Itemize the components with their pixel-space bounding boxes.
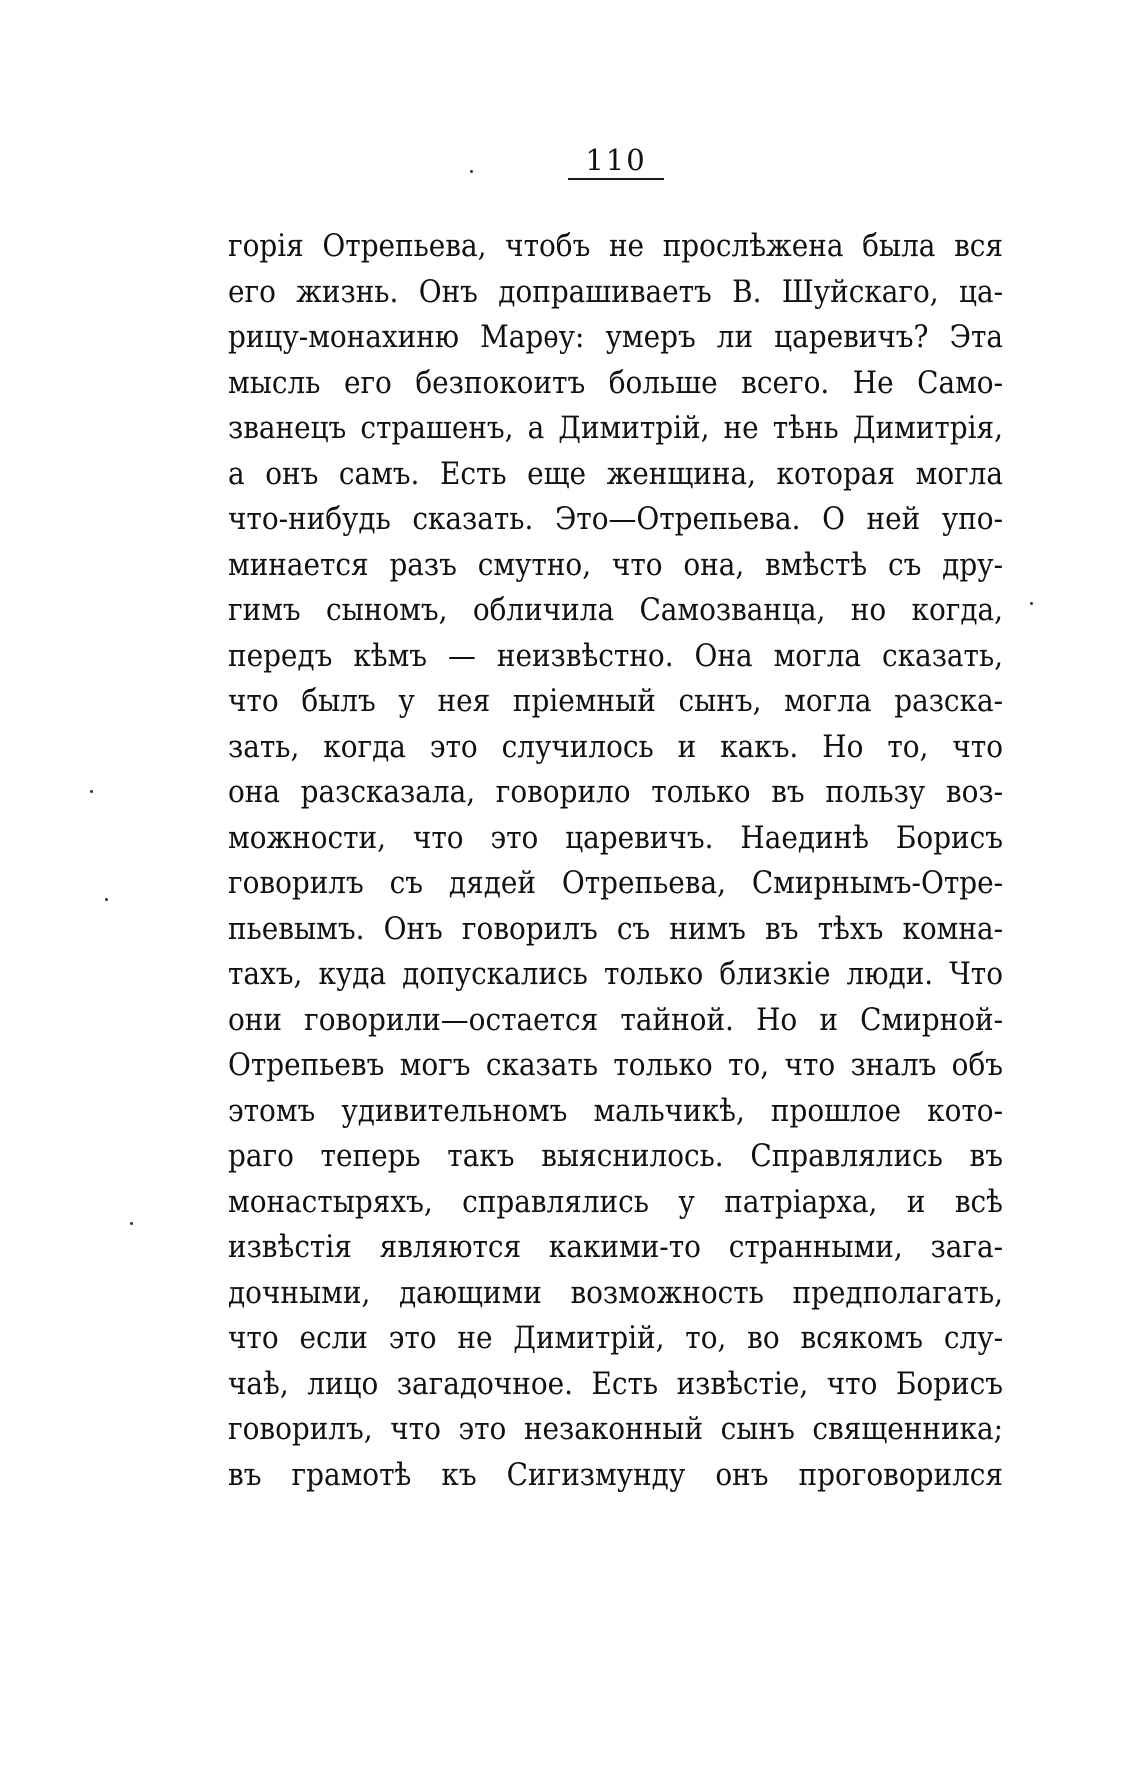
scan-speck — [105, 898, 108, 901]
text-line: они говорили—остается тайной. Но и Смирной- — [228, 1001, 1003, 1038]
text-line: Отрепьевъ могъ сказать только то, что зналъ объ — [228, 1047, 1003, 1083]
text-line: что если это не Димитрій, то, во всякомъ слу- — [228, 1320, 1003, 1356]
scan-speck — [90, 790, 93, 793]
text-line: пьевымъ. Онъ говорилъ съ нимъ въ тѣхъ комна- — [228, 910, 1003, 947]
text-line: зать, когда это случилось и какъ. Но то, что — [228, 728, 1003, 765]
text-line: минается разъ смутно, что она, вмѣстѣ съ дру- — [228, 546, 1003, 583]
text-line: говорилъ, что это незаконный сынъ священника; — [228, 1411, 1003, 1447]
page-number: 110 — [585, 143, 647, 177]
text-line: извѣстія являются какими-то странными, зага- — [228, 1229, 1003, 1265]
text-line: въ грамотѣ къ Сигизмунду онъ проговорился — [228, 1456, 1003, 1493]
scan-speck — [1030, 602, 1033, 605]
text-line: его жизнь. Онъ допрашиваетъ В. Шуйскаго, ца- — [228, 273, 1003, 310]
scan-speck — [470, 170, 473, 173]
text-line: что былъ у нея пріемный сынъ, могла разска- — [228, 683, 1003, 719]
text-line: монастыряхъ, справлялись у патріарха, и всѣ — [228, 1183, 1003, 1220]
text-line: что-нибудь сказать. Это—Отрепьева. О ней упо- — [228, 501, 1003, 537]
text-line: можности, что это царевичъ. Наединѣ Борисъ — [228, 819, 1003, 856]
text-line: тахъ, куда допускались только близкіе люди. Что — [228, 956, 1003, 992]
text-line: чаѣ, лицо загадочное. Есть извѣстіе, что Борисъ — [228, 1365, 1003, 1402]
text-line: рицу-монахиню Марѳу: умеръ ли царевичъ? Эта — [228, 319, 1003, 355]
body-text — [228, 224, 1003, 1498]
text-line: этомъ удивительномъ мальчикѣ, прошлое кото- — [228, 1092, 1003, 1129]
text-line: а онъ самъ. Есть еще женщина, которая могла — [228, 455, 1003, 492]
text-line: мысль его безпокоитъ больше всего. Не Само- — [228, 364, 1003, 401]
text-line: дочными, дающими возможность предполагать, — [228, 1274, 1003, 1311]
scan-speck — [130, 1222, 133, 1225]
text-line: званецъ страшенъ, а Димитрій, не тѣнь Димитрія, — [228, 410, 1003, 446]
text-line: гимъ сыномъ, обличила Самозванца, но когда, — [228, 592, 1003, 628]
text-line: передъ кѣмъ — неизвѣстно. Она могла сказать, — [228, 637, 1003, 674]
text-line: горія Отрепьева, чтобъ не прослѣжена была вся — [228, 228, 1003, 264]
page-number-underline — [568, 178, 664, 180]
text-line: раго теперь такъ выяснилось. Справлялись въ — [228, 1138, 1003, 1174]
text-line: она разсказала, говорило только въ пользу воз- — [228, 774, 1003, 810]
text-line: говорилъ съ дядей Отрепьева, Смирнымъ-Отре- — [228, 865, 1003, 901]
